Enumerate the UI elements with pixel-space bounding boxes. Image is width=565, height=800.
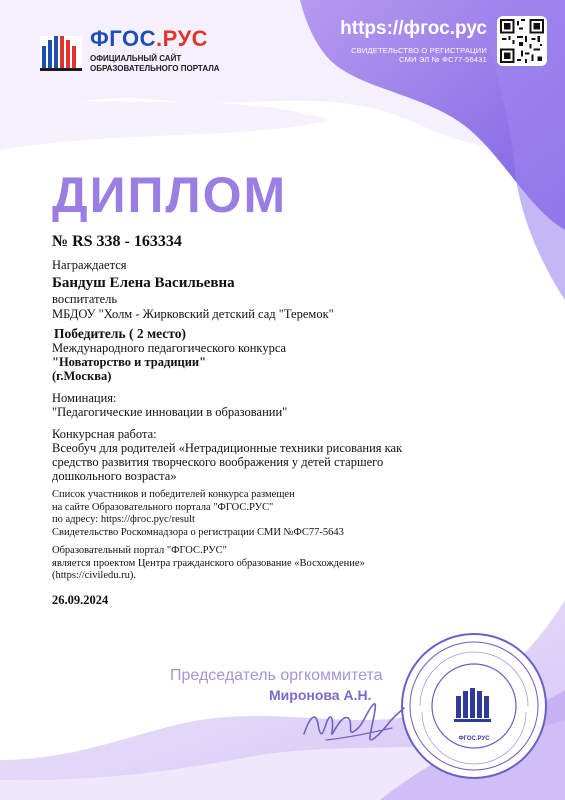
work-title: Всеобуч для родителей «Нетрадиционные техники рисования как средство развития творческого воображения у детей старшего дошкольного возраста» xyxy=(52,441,403,483)
recipient-position: воспитатель xyxy=(52,292,118,306)
qr-code xyxy=(497,16,547,66)
logo-emblem-icon xyxy=(38,28,84,74)
site-url: https://фгос.рус xyxy=(340,18,487,39)
brand-subtitle: ОФИЦИАЛЬНЫЙ САЙТ ОБРАЗОВАТЕЛЬНОГО ПОРТАЛА xyxy=(90,54,220,73)
results-info: Список участников и победителей конкурса размещен на сайте Образовательного портала "ФГОС.РУС" по адресу: https://фгос.рус/result Свидетельство Роскомнадзора о регистрации СМИ №ФС77-5643 xyxy=(52,489,344,538)
recipient-name: Бандуш Елена Васильевна xyxy=(52,275,235,291)
site-info xyxy=(340,18,487,64)
contest-city: (г.Москва) xyxy=(52,369,112,383)
issue-date: 26.09.2024 xyxy=(52,592,109,607)
awarded-label: Награждается xyxy=(52,258,127,272)
official-seal xyxy=(400,632,548,780)
work-label: Конкурсная работа: xyxy=(52,427,157,441)
diploma-title: ДИПЛОМ xyxy=(52,167,288,223)
place-award: Победитель ( 2 место) xyxy=(54,326,186,341)
registration-info: СВИДЕТЕЛЬСТВО О РЕГИСТРАЦИИ СМИ ЭЛ № ФС77-56431 xyxy=(351,46,487,64)
seal-stamp-icon xyxy=(400,632,548,780)
contest-type: Международного педагогического конкурса xyxy=(52,341,287,355)
nomination-label: Номинация: xyxy=(52,391,117,405)
brand-name: ФГОС.РУС xyxy=(90,26,209,51)
seal-label: ФГОС.РУС xyxy=(458,736,490,742)
chair-title: Председатель оргкоммитета xyxy=(170,667,383,684)
diploma-content xyxy=(52,232,482,607)
nomination-value: "Педагогические инновации в образовании" xyxy=(52,405,288,419)
signature-icon xyxy=(296,694,406,750)
fgos-logo xyxy=(38,28,238,78)
recipient-organization: МБДОУ "Холм - Жирковский детский сад "Теремок" xyxy=(52,307,334,321)
chair-name: Миронова А.Н. xyxy=(269,687,372,703)
portal-info: Образовательный портал "ФГОС.РУС" является проектом Центра гражданского образование «Восхождение» (https://civiledu.ru). xyxy=(52,545,365,581)
qr-code-icon xyxy=(500,19,544,63)
diploma-number: № RS 338 - 163334 xyxy=(52,233,182,250)
contest-name: "Новаторство и традиции" xyxy=(52,355,207,369)
